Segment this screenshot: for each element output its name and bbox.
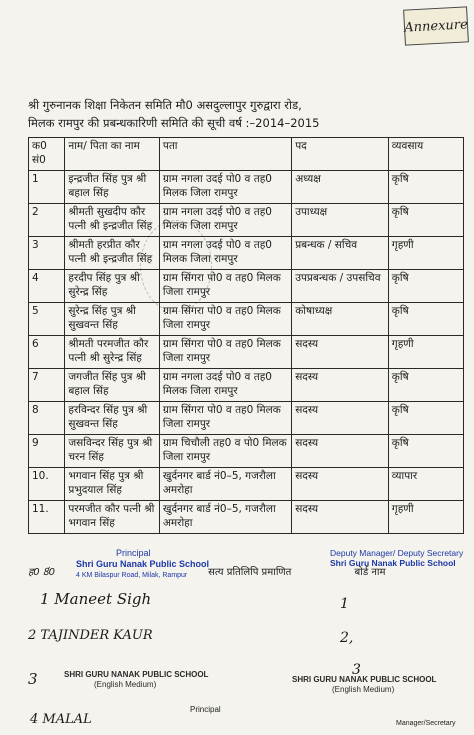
stamp-school-name: Shri Guru Nanak Public School: [76, 559, 210, 569]
table-row: [29, 237, 464, 270]
cell-name: श्रीमती सुखदीप कौर पत्नी श्री इन्द्रजीत सिंह: [65, 204, 159, 237]
table-row: [29, 204, 464, 237]
cell-occupation: कृषि: [388, 369, 463, 402]
bottom-principal-label: Principal: [190, 705, 221, 714]
cell-post: उपाध्यक्ष: [292, 204, 389, 237]
bottom-right-medium: (English Medium): [332, 685, 395, 694]
cell-serial: 1: [29, 171, 65, 204]
cell-name: जसविन्दर सिंह पुत्र श्री चरन सिंह: [65, 435, 159, 468]
document-title: [28, 96, 448, 132]
bottom-manager-label: Manager/Secretary: [396, 720, 456, 727]
title-line-2: मिलक रामपुर की प्रबन्धकारिणी समिति की सूची वर्ष :–2014–2015: [28, 116, 320, 130]
cell-name: श्रीमती परमजीत कौर पत्नी श्री सुरेन्द्र सिंह: [65, 336, 159, 369]
cell-occupation: व्यापार: [388, 468, 463, 501]
cell-serial: 2: [29, 204, 65, 237]
annexure-label: Annexure: [403, 6, 469, 45]
right-school-stamp: [330, 548, 465, 568]
cell-serial: 9: [29, 435, 65, 468]
cell-occupation: कृषि: [388, 402, 463, 435]
cert-prefix: ह0 8ं0: [28, 567, 55, 578]
cell-serial: 5: [29, 303, 65, 336]
cell-serial: 11.: [29, 501, 65, 534]
cert-text: सत्य प्रतिलिपि प्रमाणित: [208, 567, 292, 578]
header-address: पता: [159, 138, 291, 171]
cell-post: अध्यक्ष: [292, 171, 389, 204]
stamp-deputy-title: Deputy Manager/ Deputy Secretary: [330, 548, 464, 558]
cell-address: ग्राम नगला उदई पो0 व तह0 मिलक जिला रामपुर: [159, 204, 291, 237]
cell-post: कोषाध्यक्ष: [292, 303, 389, 336]
title-line-1: श्री गुरुनानक शिक्षा निकेतन समिति मौ0 असदुल्लापुर गुरुद्वारा रोड,: [28, 98, 302, 112]
cell-post: सदस्य: [292, 402, 389, 435]
header-post: पद: [292, 138, 389, 171]
cell-name: जगजीत सिंह पुत्र श्री बहाल सिंह: [65, 369, 159, 402]
cell-name: हरदीप सिंह पुत्र श्री सुरेन्द्र सिंह: [65, 270, 159, 303]
table-row: [29, 402, 464, 435]
cell-serial: 3: [29, 237, 65, 270]
cell-post: सदस्य: [292, 468, 389, 501]
cell-occupation: कृषि: [388, 435, 463, 468]
bottom-left-medium: (English Medium): [94, 680, 157, 689]
cell-occupation: गृहणी: [388, 336, 463, 369]
stamp-principal-label: Principal: [116, 548, 151, 558]
stamp-right-school: Shri Guru Nanak Public School: [330, 558, 456, 568]
cell-name: इन्द्रजीत सिंह पुत्र श्री बहाल सिंह: [65, 171, 159, 204]
committee-table: [28, 137, 464, 534]
header-name: नाम/ पिता का नाम: [65, 138, 159, 171]
cell-serial: 10.: [29, 468, 65, 501]
table-header-row: [29, 138, 464, 171]
cell-post: सदस्य: [292, 501, 389, 534]
cell-address: ग्राम सिंगरा पो0 व तह0 मिलक जिला रामपुर: [159, 336, 291, 369]
cell-post: उपप्रबन्धक / उपसचिव: [292, 270, 389, 303]
bottom-left-school: SHRI GURU NANAK PUBLIC SCHOOL: [64, 670, 209, 679]
cell-address: ग्राम सिंगरा पो0 व तह0 मिलक जिला रामपुर: [159, 303, 291, 336]
signature-right-3: 3: [352, 662, 361, 678]
cell-occupation: कृषि: [388, 303, 463, 336]
cell-post: सदस्य: [292, 369, 389, 402]
cell-serial: 7: [29, 369, 65, 402]
bottom-left-stamp: [64, 670, 208, 690]
signature-right-1: 1: [340, 596, 349, 612]
cell-name: सुरेन्द्र सिंह पुत्र श्री सुखवन्त सिंह: [65, 303, 159, 336]
signature-4: 4 MALAL: [30, 712, 92, 727]
table-row: [29, 468, 464, 501]
cell-post: प्रबन्धक / सचिव: [292, 237, 389, 270]
signature-right-2: 2,: [340, 630, 354, 646]
cell-address: ग्राम चिचौली तह0 व पो0 मिलक जिला रामपुर: [159, 435, 291, 468]
table-row: [29, 303, 464, 336]
cert-right: बोर्ड नाम: [354, 567, 386, 578]
table-row: [29, 435, 464, 468]
table-row: [29, 336, 464, 369]
stamp-school-address: 4 KM Bilaspur Road, Milak, Rampur: [76, 572, 188, 579]
cell-address: ग्राम नगला उदई पो0 व तह0 मिलक जिला रामपुर: [159, 369, 291, 402]
cell-serial: 8: [29, 402, 65, 435]
header-occupation: व्यवसाय: [388, 138, 463, 171]
cell-address: ग्राम नगला उदई पो0 व तह0 मिलक जिला रामपुर: [159, 171, 291, 204]
cell-address: खुर्दनगर बार्ड नं0–5, गजरौला अमरोहा: [159, 501, 291, 534]
left-school-stamp: [76, 548, 226, 581]
header-serial: क0 सं0: [29, 138, 65, 171]
cell-occupation: कृषि: [388, 171, 463, 204]
cell-post: सदस्य: [292, 435, 389, 468]
bottom-right-stamp: [292, 675, 436, 695]
table-row: [29, 501, 464, 534]
cell-address: खुर्दनगर बार्ड नं0–5, गजरौला अमरोहा: [159, 468, 291, 501]
signature-2: 2 TAJINDER KAUR: [28, 628, 153, 643]
cell-occupation: गृहणी: [388, 501, 463, 534]
cell-name: श्रीमती हरप्रीत कौर पत्नी श्री इन्द्रजीत सिंह: [65, 237, 159, 270]
cell-address: ग्राम सिंगरा पो0 व तह0 मिलक जिला रामपुर: [159, 402, 291, 435]
cell-occupation: गृहणी: [388, 237, 463, 270]
table-row: [29, 270, 464, 303]
cell-address: ग्राम नगला उदई पो0 व तह0 मिलक जिला रामपुर: [159, 237, 291, 270]
cell-serial: 6: [29, 336, 65, 369]
cell-address: ग्राम सिंगरा पो0 व तह0 मिलक जिला रामपुर: [159, 270, 291, 303]
cell-name: परमजीत कौर पत्नी श्री भगवान सिंह: [65, 501, 159, 534]
cell-serial: 4: [29, 270, 65, 303]
bottom-right-school: SHRI GURU NANAK PUBLIC SCHOOL: [292, 675, 437, 684]
cell-post: सदस्य: [292, 336, 389, 369]
cell-occupation: कृषि: [388, 204, 463, 237]
signature-3: 3: [28, 670, 38, 688]
table-row: [29, 369, 464, 402]
table-row: [29, 171, 464, 204]
signature-1: 1 Maneet Sigh: [40, 590, 152, 608]
cell-occupation: कृषि: [388, 270, 463, 303]
cell-name: हरविन्दर सिंह पुत्र श्री सुखवन्त सिंह: [65, 402, 159, 435]
cell-name: भगवान सिंह पुत्र श्री प्रभुदयाल सिंह: [65, 468, 159, 501]
